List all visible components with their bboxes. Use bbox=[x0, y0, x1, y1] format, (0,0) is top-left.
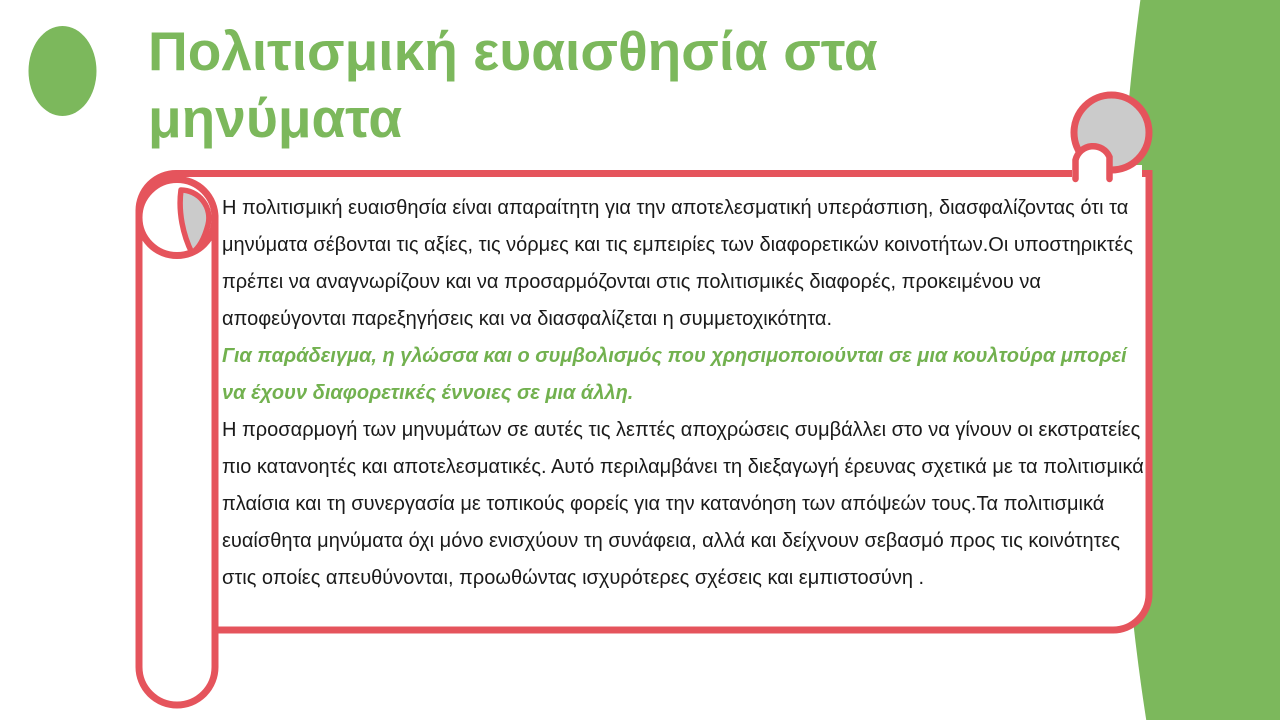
paragraph-example-emphasis: Για παράδειγμα, η γλώσσα και ο συμβολισμός που χρησιμοποιούνται σε μια κουλτούρα μπορεί να έχουν διαφορετικές έννοιες σε μια άλλη. bbox=[222, 345, 1127, 404]
scroll-text-block bbox=[222, 190, 1150, 597]
paragraph-intro: Η πολιτισμική ευαισθησία είναι απαραίτητη για την αποτελεσματική υπεράσπιση, διασφαλίζοντας ότι τα μηνύματα σέβονται τις αξίες, τις νόρμες και τις εμπειρίες των διαφορετικών κοινοτήτων.Οι υποστηρικτές πρέπει να αναγνωρίζουν και να προσαρμόζονται στις πολιτισμικές διαφορές, προκειμένου να αποφεύγονται παρεξηγήσεις και να διασφαλίζεται η συμμετοχικότητα. bbox=[222, 197, 1134, 330]
scroll-left-tube bbox=[139, 216, 215, 705]
green-circle-decoration bbox=[29, 26, 97, 116]
paragraph-adaptation: Η προσαρμογή των μηνυμάτων σε αυτές τις λεπτές αποχρώσεις συμβάλλει στο να γίνουν οι εκστρατείες πιο κατανοητές και αποτελεσματικές. Αυτό περιλαμβάνει τη διεξαγωγή έρευνας σχετικά με τα πολιτισμικά πλαίσια και τη συνεργασία με τοπικούς φορείς για την κατανόηση των απόψεών τους.Τα πολιτισμικά ευαίσθητα μηνύματα όχι μόνο ενισχύουν τη συνάφεια, αλλά και δείχνουν σεβασμό προς τις κοινότητες στις οποίες απευθύνονται, προωθώντας ισχυρότερες σχέσεις και εμπιστοσύνη . bbox=[222, 419, 1144, 589]
page-title: Πολιτισμική ευαισθησία στα μηνύματα bbox=[148, 20, 878, 149]
